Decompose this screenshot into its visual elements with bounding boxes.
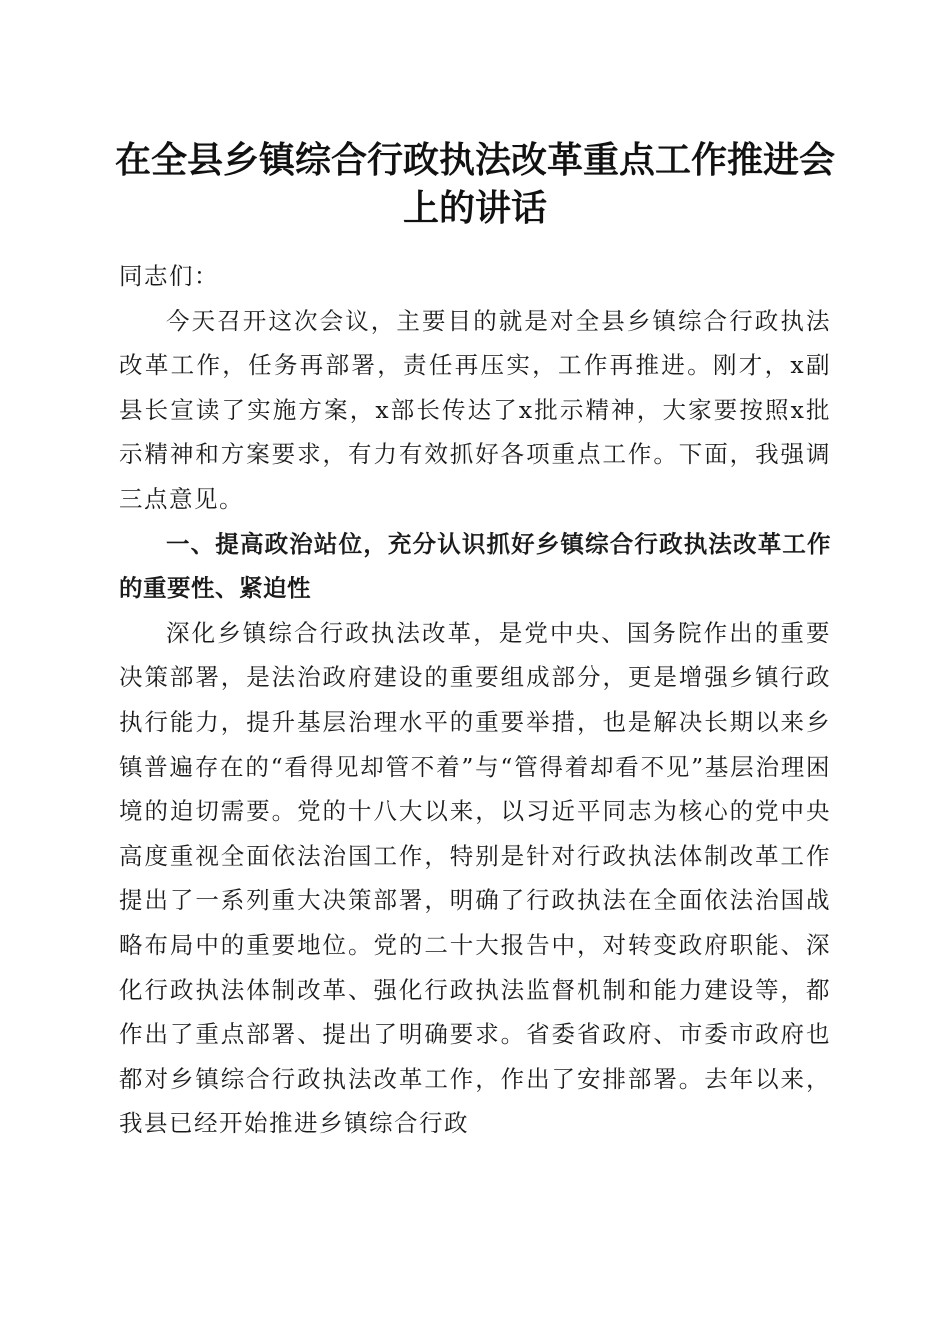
intro-paragraph: 今天召开这次会议，主要目的就是对全县乡镇综合行政执法改革工作，任务再部署，责任再压实，工作再推进。刚才，x副县长宣读了实施方案，x部长传达了x批示精神，大家要按照x批示精神和方案要求，有力有效抓好各项重点工作。下面，我强调三点意见。 [119,306,831,513]
section-heading-1: 一、提高政治站位，充分认识抓好乡镇综合行政执法改革工作的重要性、紧迫性 [119,529,831,603]
salutation: 同志们： [119,262,219,290]
document-body [119,254,831,1146]
document-title: 在全县乡镇综合行政执法改革重点工作推进会上的讲话 [114,139,835,229]
section-1-paragraph: 深化乡镇综合行政执法改革，是党中央、国务院作出的重要决策部署，是法治政府建设的重要组成部分，更是增强乡镇行政执行能力，提升基层治理水平的重要举措，也是解决长期以来乡镇普遍存在的“看得见却管不着”与“管得着却看不见”基层治理困境的迫切需要。党的十八大以来，以习近平同志为核心的党中央高度重视全面依法治国工作，特别是针对行政执法体制改革工作提出了一系列重大决策部署，明确了行政执法在全面依法治国战略布局中的重要地位。党的二十大报告中，对转变政府职能、深化行政执法体制改革、强化行政执法监督机制和能力建设等，都作出了重点部署、提出了明确要求。省委省政府、市委市政府也都对乡镇综合行政执法改革工作，作出了安排部署。去年以来，我县已经开始推进乡镇综合行政 [119,618,831,1138]
